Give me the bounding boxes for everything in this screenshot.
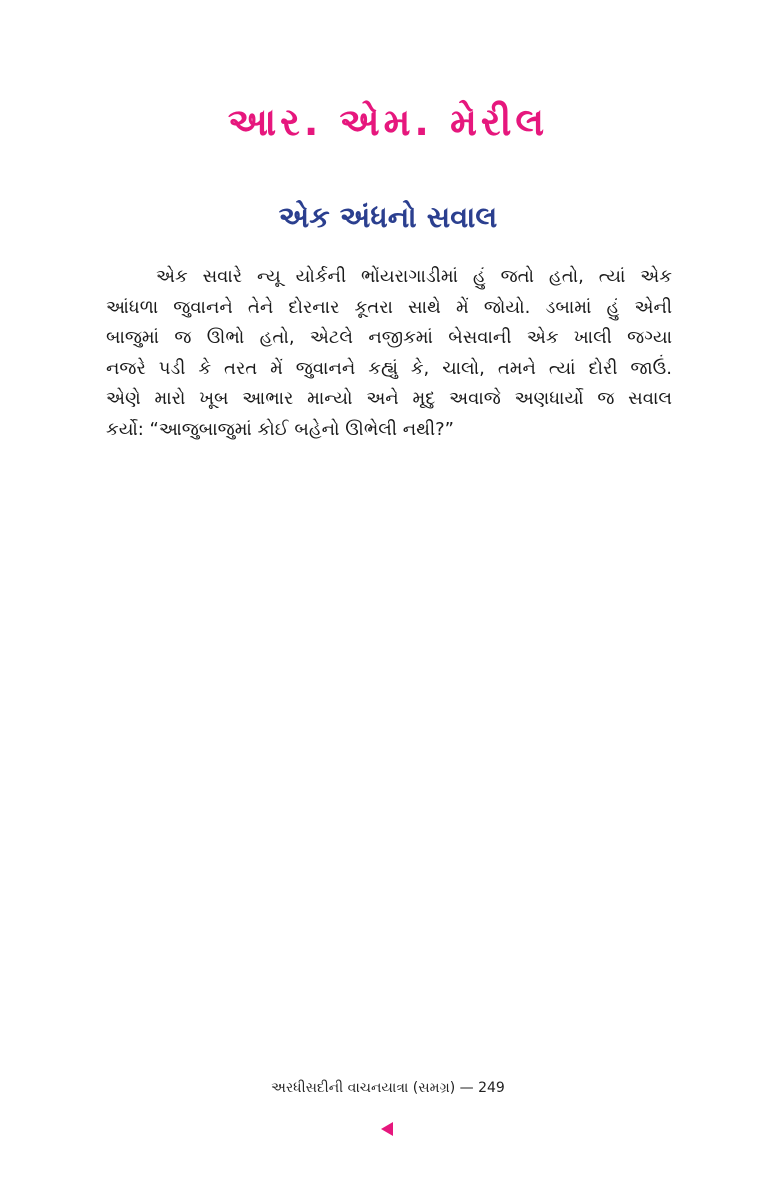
paragraph-line: કર્યો: “આજુબાજુમાં કોઈ બહેનો ઊભેલી નથી?” xyxy=(106,418,454,440)
story-title: એક અંધનો સવાલ xyxy=(278,200,498,234)
author-name: આર. એમ. મેરીલ xyxy=(227,100,549,144)
page-footer xyxy=(0,1080,776,1096)
paragraph-line: એણે મારો ખૂબ આભાર માન્યો અને મૃદુ અવાજે અણધાર્યો જ સવાલ xyxy=(106,388,672,409)
paragraph-line: બાજુમાં જ ઊભો હતો, એટલે નજીકમાં બેસવાની એક ખાલી જગ્યા xyxy=(106,327,672,348)
paragraph-line: આંધળા જુવાનને તેને દોરનાર કૂતરા સાથે મેં જોયો. ડબામાં હું એની xyxy=(106,296,672,318)
paragraph-line: એક સવારે ન્યૂ યોર્કની ભોંયરાગાડીમાં હું જતો હતો, ત્યાં એક xyxy=(156,266,672,287)
story-paragraph xyxy=(106,262,672,445)
paragraph-line: નજરે પડી કે તરત મેં જુવાનને કહ્યું કે, ચાલો, તમને ત્યાં દોરી જાઉં. xyxy=(106,357,672,379)
footer-separator: — xyxy=(459,1080,474,1096)
page-number: 249 xyxy=(478,1080,505,1096)
footer-book-title: અરધીસદીની વાચનયાત્રા (સમગ્ર) xyxy=(271,1080,456,1096)
left-triangle-icon[interactable] xyxy=(381,1122,393,1136)
